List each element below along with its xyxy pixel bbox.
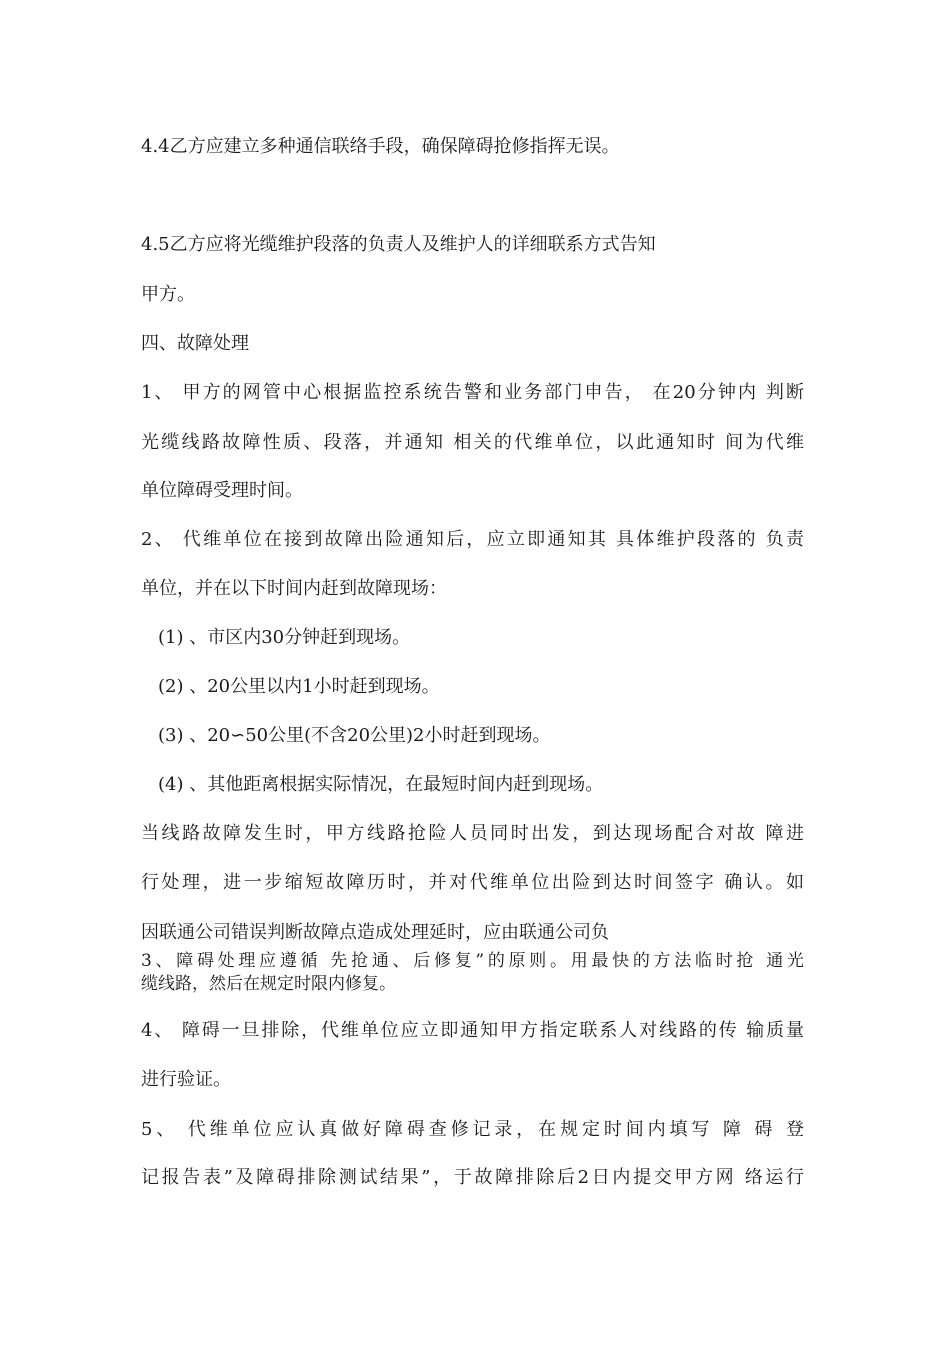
note-line-2: 行处理，进一步缩短故障历时，并对代维单位出险到达时间签字 确认。如: [141, 872, 804, 893]
item-5-line-1: 5、 代维单位应认真做好障碍查修记录，在规定时间内填写 障 碍 登: [141, 1119, 804, 1140]
item-4-line-1: 4、 障碍一旦排除，代维单位应立即通知甲方指定联系人对线路的传 输质量: [141, 1020, 804, 1041]
item-1-line-2: 光缆线路故障性质、段落，并通知 相关的代维单位，以此通知时 间为代维: [141, 432, 804, 453]
clause-4-4: 4.4乙方应建立多种通信联络手段，确保障碍抢修指挥无误。: [141, 136, 620, 157]
item-3-line-1: 3、障碍处理应遵循 先抢通、后修复”的原则。用最快的方法临时抢 通光: [141, 951, 804, 971]
sub-item-1: (1) 、市区内30分钟赶到现场。: [158, 627, 411, 648]
item-2-line-2: 单位，并在以下时间内赶到故障现场：: [141, 578, 447, 599]
item-4-line-2: 进行验证。: [141, 1069, 231, 1090]
sub-item-4: (4) 、其他距离根据实际情况，在最短时间内赶到现场。: [158, 774, 604, 795]
clause-4-5-cont: 甲方。: [141, 284, 195, 305]
item-1-line-3: 单位障碍受理时间。: [141, 480, 303, 501]
item-2-line-1: 2、 代维单位在接到故障出险通知后，应立即通知其 具体维护段落的 负责: [141, 529, 804, 550]
section-heading: 四、故障处理: [141, 333, 249, 354]
item-5-line-2: 记报告表”及障碍排除测试结果”，于故障排除后2日内提交甲方网 络运行: [141, 1167, 804, 1188]
sub-item-2: (2) 、20公里以内1小时赶到现场。: [158, 676, 440, 697]
sub-item-3: (3) 、20∽50公里(不含20公里)2小时赶到现场。: [158, 725, 551, 746]
item-3-line-2: 缆线路，然后在规定时限内修复。: [141, 974, 396, 994]
note-line-3: 因联通公司错误判断故障点造成处理延时，应由联通公司负: [141, 922, 609, 943]
clause-4-5: 4.5乙方应将光缆维护段落的负责人及维护人的详细联系方式告知: [141, 234, 656, 255]
note-line-1: 当线路故障发生时，甲方线路抢险人员同时出发，到达现场配合对故 障进: [141, 823, 804, 844]
item-1-line-1: 1、 甲方的网管中心根据监控系统告警和业务部门申告， 在20分钟内 判断: [141, 382, 804, 403]
